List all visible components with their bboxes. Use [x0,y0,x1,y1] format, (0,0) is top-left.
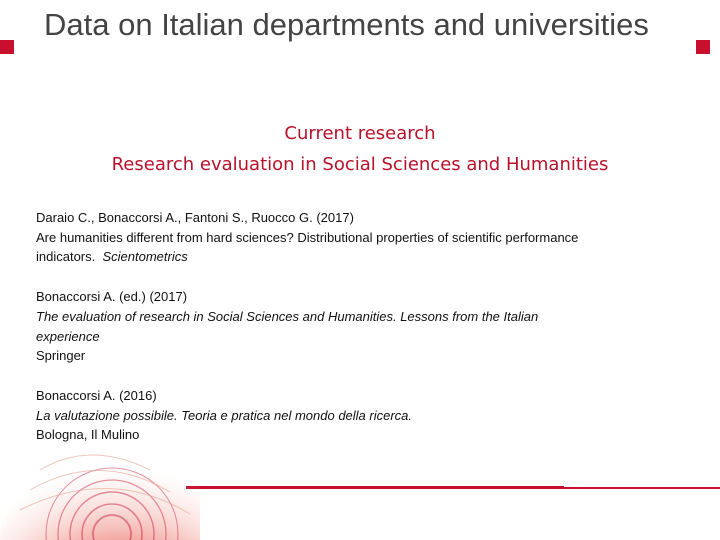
left-marker [0,40,14,54]
subtitle-line-1: Current research [284,123,436,144]
footer-rule-thin [564,487,720,489]
reference-publisher: Springer [36,348,86,364]
footer-rule [186,486,564,489]
reference-title-continued [36,247,676,267]
reference-title-continued: experience [36,328,100,344]
reference-item [36,287,676,366]
reference-authors: Daraio C., Bonaccorsi A., Fantoni S., Ruocco G. (2017) [36,210,354,225]
reference-title: The evaluation of research in Social Sciences and Humanities. Lessons from the Italian [36,308,539,324]
spiral-logo-icon [0,430,200,540]
reference-title: Are humanities different from hard sciences? Distributional properties of scientific performance [36,229,579,245]
subtitle-line-2: Research evaluation in Social Sciences and Humanities [111,154,609,175]
reference-list [36,208,676,465]
reference-authors: Bonaccorsi A. (2016) [36,387,157,403]
slide-title: Data on Italian departments and universities [44,7,649,42]
reference-item [36,208,676,267]
reference-title: La valutazione possibile. Teoria e pratica nel mondo della ricerca. [36,407,413,423]
reference-publisher: Bologna, Il Mulino [36,427,140,443]
reference-authors: Bonaccorsi A. (ed.) (2017) [36,289,188,305]
right-marker [696,40,710,54]
reference-title-end: indicators. [36,249,96,265]
reference-journal: Scientometrics [102,249,188,265]
subtitle-block [0,118,720,180]
